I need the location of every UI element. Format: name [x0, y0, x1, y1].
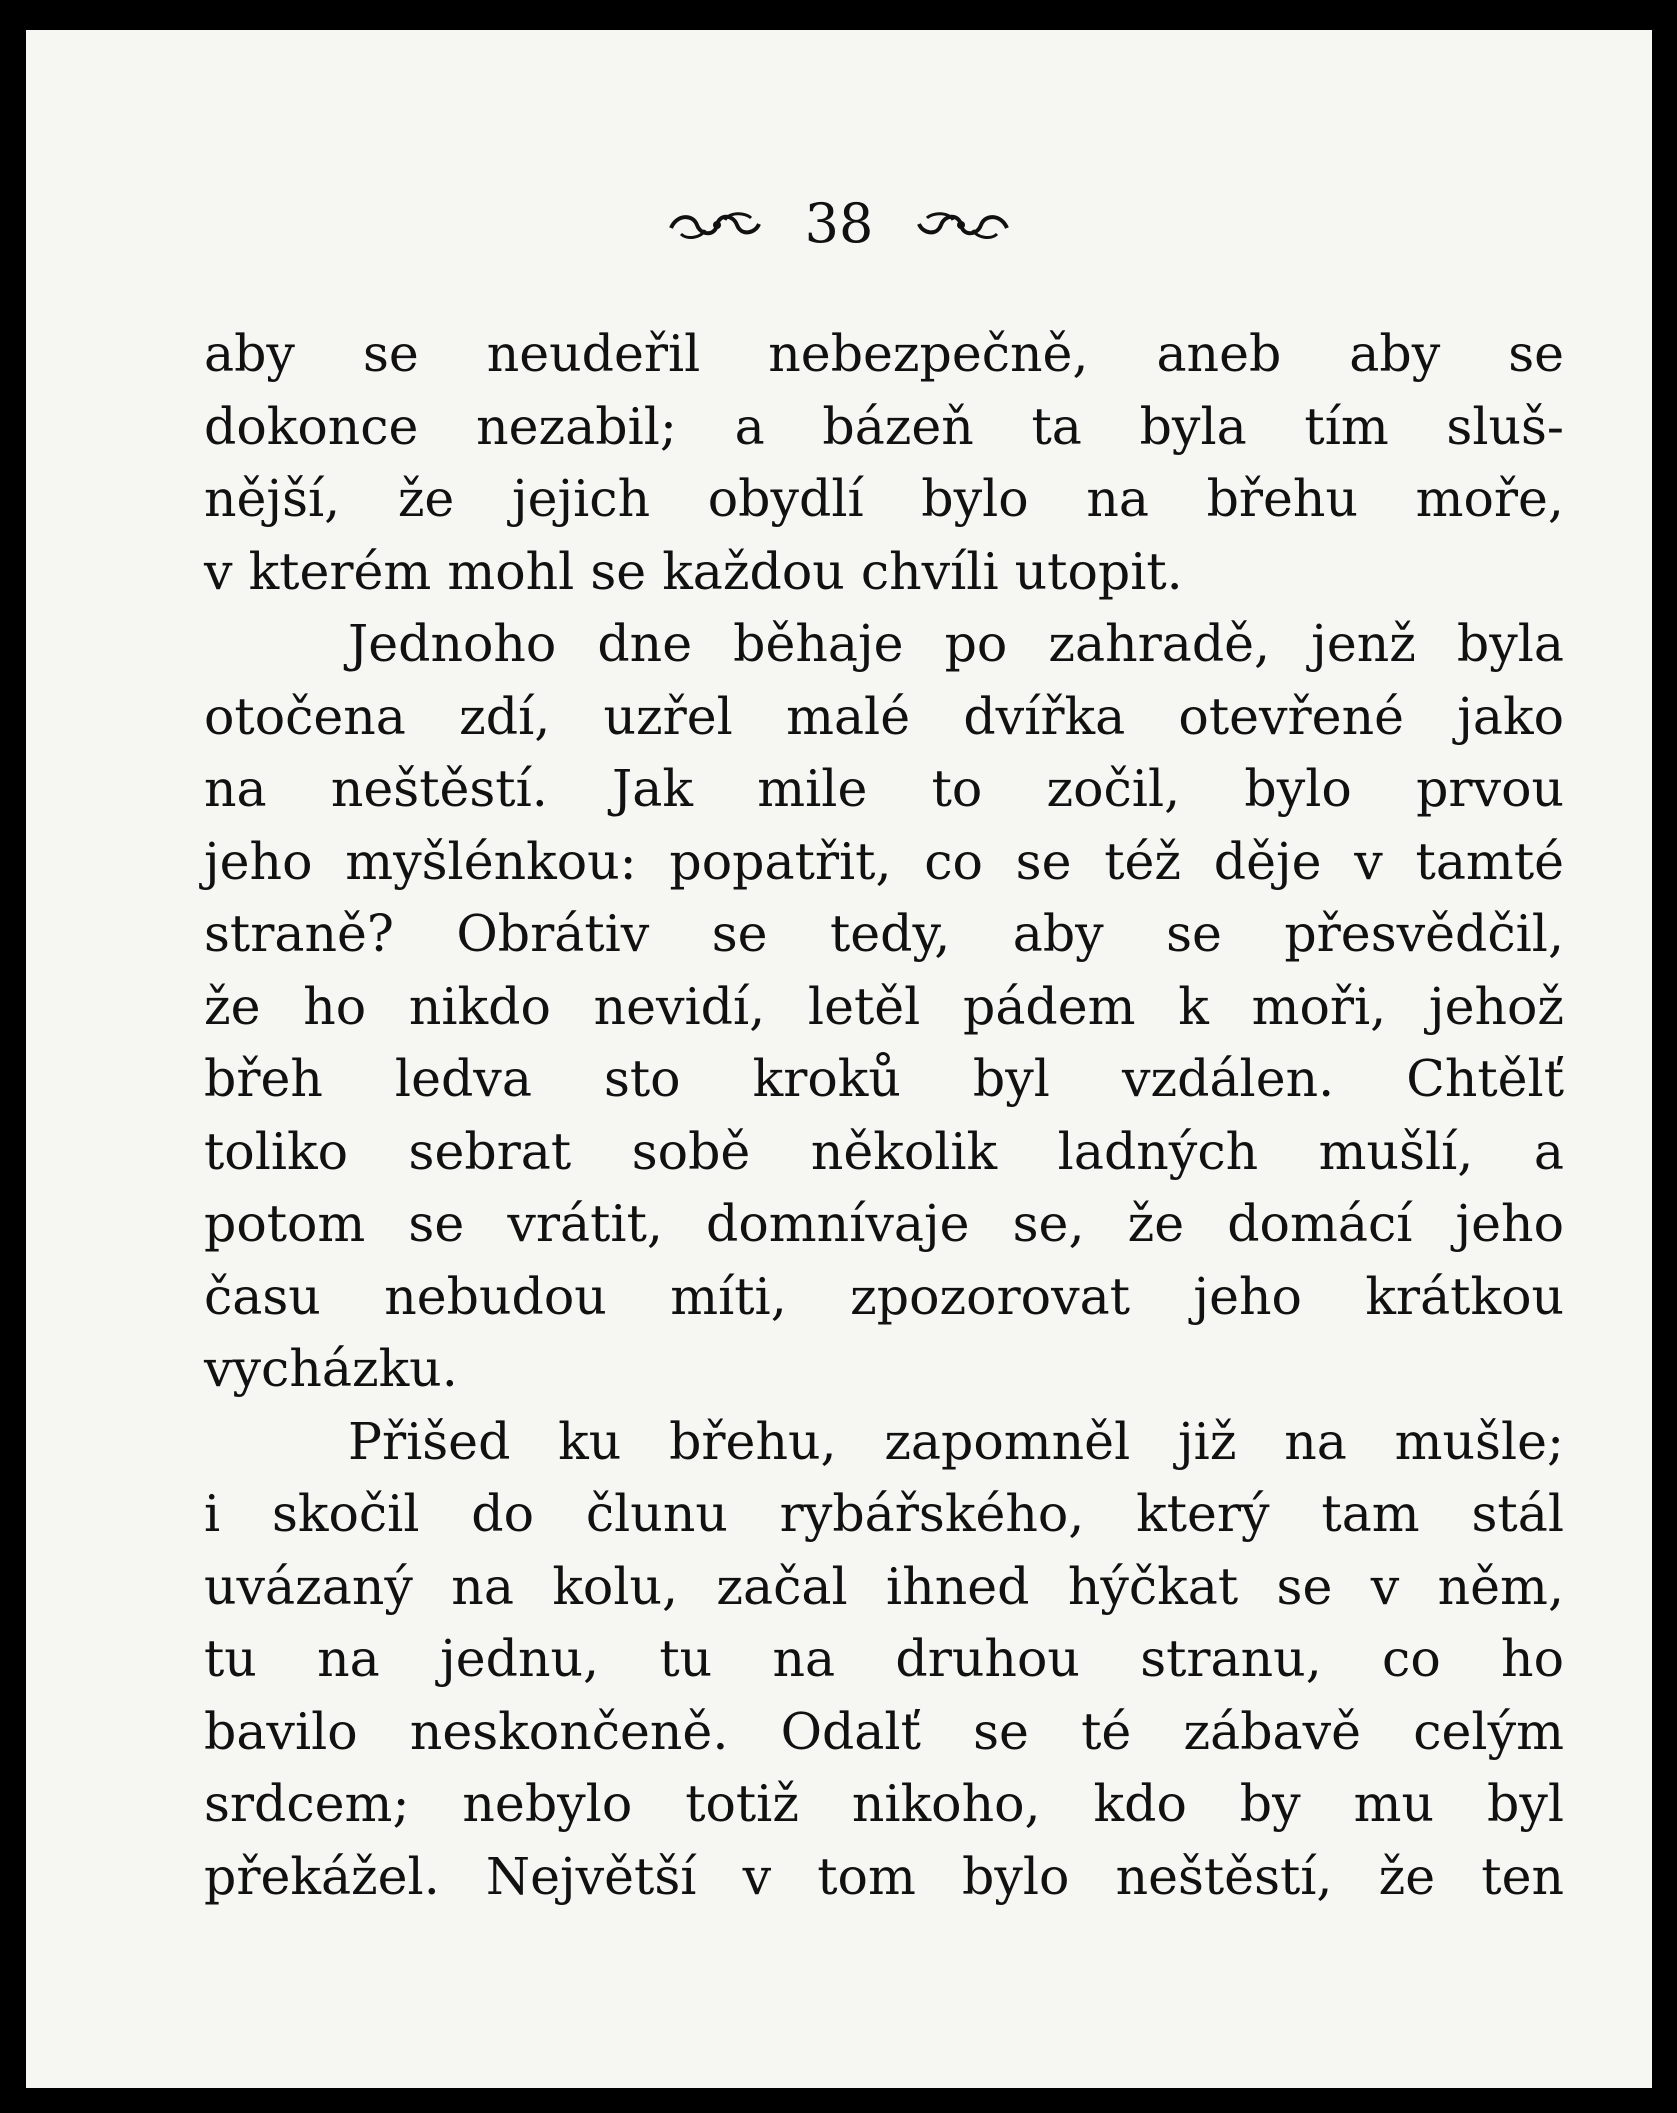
text-line: aby se neudeřil nebezpečně, aneb aby se — [204, 324, 1564, 383]
paragraph-start-line: Přišed ku břehu, zapomněl již na mušle; — [348, 1411, 1564, 1471]
paragraph-start-line: Jednoho dne běhaje po zahradě, jenž byla — [348, 614, 1564, 673]
text-line: břeh ledva sto kroků byl vzdálen. Chtělť — [204, 1049, 1564, 1108]
text-line: toliko sebrat sobě několik ladných mušlí, a — [204, 1121, 1564, 1181]
text-line: že ho nikdo nevidí, letěl pádem k moři, jehož — [204, 976, 1564, 1036]
left-flourish-ornament — [667, 194, 763, 254]
body-text — [204, 318, 1564, 1913]
text-line: překážel. Největší v tom bylo neštěstí, že ten — [204, 1846, 1564, 1906]
text-line: uvázaný na kolu, začal ihned hýčkat se v něm, — [204, 1556, 1564, 1616]
text-line: dokonce nezabil; a bázeň ta byla tím sluš- — [204, 396, 1564, 456]
text-line: v kterém mohl se každou chvíli utopit. — [204, 541, 1183, 601]
text-line: srdcem; nebylo totiž nikoho, kdo by mu byl — [204, 1774, 1564, 1833]
text-line: potom se vrátit, domnívaje se, že domácí jeho — [204, 1194, 1564, 1253]
page-header — [26, 190, 1652, 254]
page-number: 38 — [804, 192, 874, 255]
text-line: tu na jednu, tu na druhou stranu, co ho — [204, 1629, 1564, 1688]
text-line: bavilo neskončeně. Odalť se té zábavě celým — [204, 1701, 1564, 1761]
right-flourish-ornament — [915, 194, 1011, 254]
text-line: nější, že jejich obydlí bylo na břehu moře, — [204, 469, 1564, 528]
text-line: času nebudou míti, zpozorovat jeho krátkou — [204, 1266, 1564, 1326]
text-line: vycházku. — [204, 1339, 458, 1398]
text-line: otočena zdí, uzřel malé dvířka otevřené jako — [204, 686, 1564, 746]
text-line: straně? Obrátiv se tedy, aby se přesvědčil, — [204, 904, 1564, 963]
text-line: na neštěstí. Jak mile to zočil, bylo prvou — [204, 759, 1564, 818]
text-line: i skočil do člunu rybářského, který tam stál — [204, 1484, 1564, 1543]
text-line: jeho myšlénkou: popatřit, co se též děje v tamté — [204, 831, 1564, 891]
book-page — [26, 30, 1652, 2088]
